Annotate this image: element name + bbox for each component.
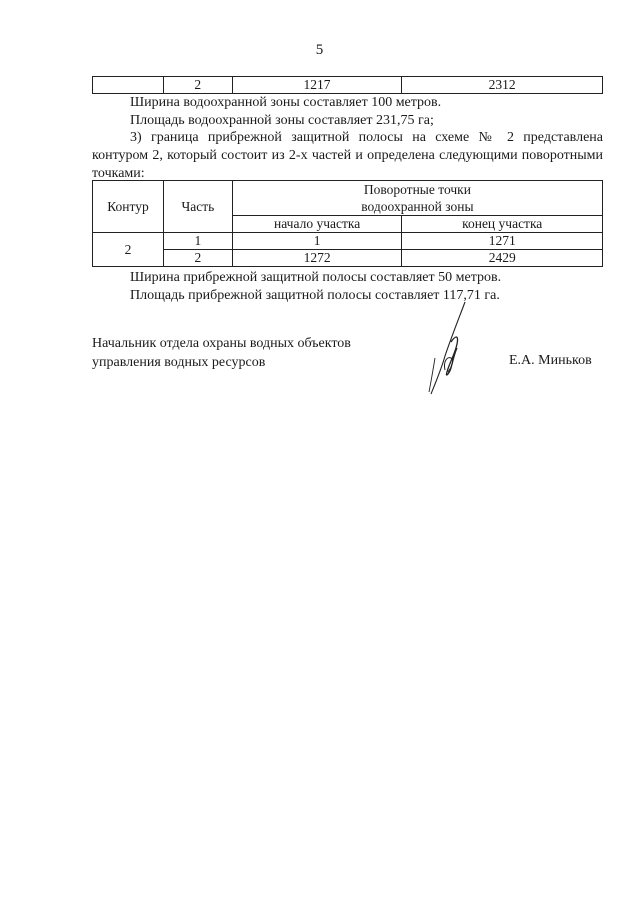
header-start: начало участка — [232, 216, 402, 233]
table-cell: 2 — [163, 77, 232, 94]
turning-points-table — [92, 180, 603, 267]
table-cell: 2312 — [402, 77, 603, 94]
header-chast: Часть — [163, 181, 232, 233]
table-cell: 1217 — [232, 77, 402, 94]
header-turning-points — [232, 181, 602, 216]
table-cell — [93, 77, 164, 94]
table-cell: 1 — [232, 233, 402, 250]
cell-kontur-value: 2 — [93, 233, 164, 267]
table-cell: 1271 — [402, 233, 603, 250]
paragraph-boundary-description: 3) граница прибрежной защитной полосы на схеме № 2 представлена контуром 2, который состоит из 2-х частей и определена следующими поворотными точками: — [92, 130, 603, 181]
table-row — [93, 77, 603, 94]
continued-table — [92, 76, 603, 94]
signatory-name: Е.А. Миньков — [509, 353, 592, 368]
table-row — [93, 233, 603, 250]
paragraph-width-water-zone: Ширина водоохранной зоны составляет 100 метров. — [130, 95, 442, 110]
table-row — [93, 250, 603, 267]
signatory-title — [92, 334, 351, 372]
paragraph-area-protective-strip: Площадь прибрежной защитной полосы составляет 117,71 га. — [130, 288, 500, 303]
table-cell: 2 — [163, 250, 232, 267]
paragraph-area-water-zone: Площадь водоохранной зоны составляет 231,75 га; — [130, 113, 434, 128]
header-group-line2: водоохранной зоны — [361, 199, 474, 214]
signatory-title-line1: Начальник отдела охраны водных объектов — [92, 336, 351, 351]
table-cell: 1272 — [232, 250, 402, 267]
header-kontur: Контур — [93, 181, 164, 233]
table-cell: 1 — [163, 233, 232, 250]
table-cell: 2429 — [402, 250, 603, 267]
paragraph-width-protective-strip: Ширина прибрежной защитной полосы составляет 50 метров. — [130, 270, 502, 285]
header-end: конец участка — [402, 216, 603, 233]
page-number: 5 — [315, 42, 324, 58]
handwritten-signature — [415, 298, 475, 398]
header-group-line1: Поворотные точки — [363, 182, 471, 197]
signatory-title-line2: управления водных ресурсов — [92, 355, 266, 370]
table-header-row — [93, 181, 603, 216]
